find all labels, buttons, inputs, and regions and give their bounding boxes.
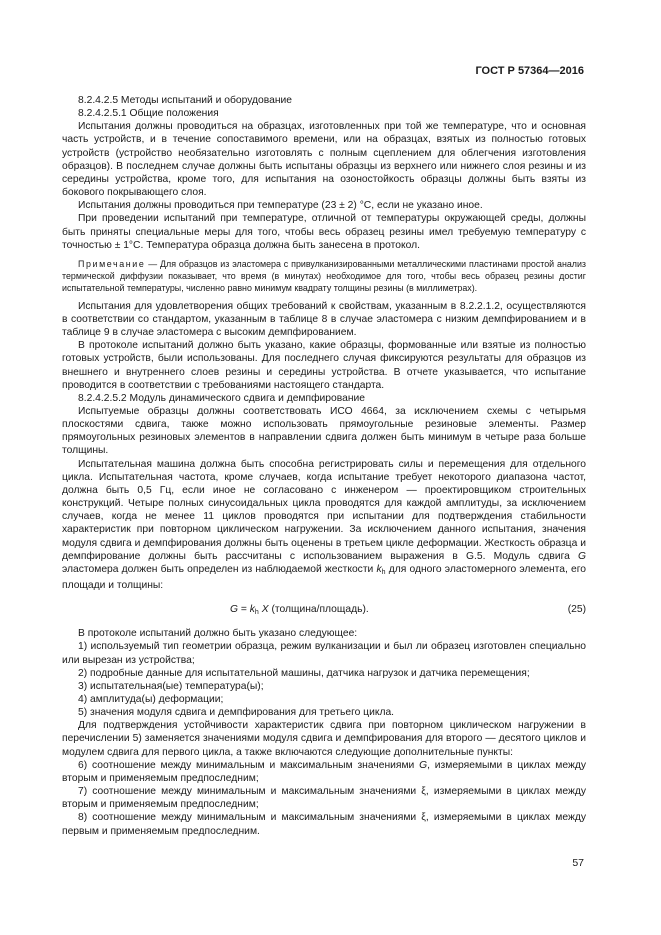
page-body	[62, 94, 586, 838]
section-heading-8-2-4-2-5: 8.2.4.2.5 Методы испытаний и оборудование	[78, 95, 293, 106]
standard-header: ГОСТ Р 57364—2016	[475, 65, 584, 77]
list-item: 8) соотношение между минимальным и максимальным значениями ξ, измеряемыми в циклах между первым и применяемым предпоследним.	[62, 812, 586, 837]
list-item: 1) используемый тип геометрии образца, режим вулканизации и был ли образец изготовлен специально или вырезан из устройства;	[62, 641, 586, 666]
page-number: 57	[572, 857, 584, 869]
formula-expression: $G = k_h$ X (толщина/площадь).	[230, 604, 369, 617]
paragraph: Испытуемые образцы должны соответствовать ИСО 4664, за исключением схемы с четырьмя плоскостями сдвига, также можно использовать прямоугольные резиновые элементы. Размер прямоугольных резиновых элементов в направлении сдвига должен быть минимум в четыре раза больше толщины.	[62, 406, 586, 457]
paragraph: Испытательная машина должна быть способна регистрировать силы и перемещения для отдельного цикла. Испытательная частота, кроме случаев, когда испытание требует некоторого диапазона частот, должна быть 0,5 Гц, если иное не согласовано с инженером — проектировщиком строительных конструкций. Четыре полных синусоидальных цикла проводятся для каждой амплитуды, за исключением случаев, когда не менее 11 циклов проводятся при испытании для подтверждения стабильности характеристик при повторном циклическом нагружении. За исключением данного испытания, значения модуля сдвига и демпфирования должны быть оценены в третьем цикле деформации. Жесткость образца и демпфирование должны быть рассчитаны с использованием выражения в G.5. Модуль сдвига G эластомера должен быть определен из наблюдаемой жесткости $k_h$ для одного эластомерного элемента, его площади и толщины:	[62, 458, 586, 592]
paragraph: Испытания должны проводиться на образцах, изготовленных при той же температуре, что и основная часть устройств, и в течение сопоставимого времени, или на образцах, взятых из полностью готовых устройств (устройство необязательно изготовлять с полным сцеплением для облегчения изготовления образцов). В последнем случае должны быть испытаны образцы из верхнего или нижнего слоя резины и из середины устройства, кроме того, для испытания на озоностойкость образцы должны быть взяты из бокового покрывающего слоя.	[62, 121, 586, 199]
list-item: 4) амплитуда(ы) деформации;	[78, 693, 224, 705]
note-text: — Для образцов из эластомера с привулканизированными металлическими пластинами простой анализ термической диффузии показывает, что время (в минутах) необходимое для того, чтобы весь образец резины достиг испытательной температуры, численно равно минимум квадрату толщины резины (в миллиметрах).	[62, 258, 586, 294]
note-label: Примечание	[78, 258, 146, 269]
paragraph: Испытания должны проводиться при температуре (23 ± 2) °С, если не указано иное.	[78, 200, 483, 212]
paragraph: При проведении испытаний при температуре, отличной от температуры окружающей среды, должны быть приняты специальные меры для того, чтобы весь образец резины имел требуемую температуру с точностью ± 1°С. Температура образца должна быть занесена в протокол.	[62, 213, 586, 251]
section-heading-8-2-4-2-5-1: 8.2.4.2.5.1 Общие положения	[78, 108, 219, 120]
paragraph: Для подтверждения устойчивости характеристик сдвига при повторном циклическом нагружении в перечислении 5) заменяется значениями модуля сдвига и демпфирования для второго — десятого циклов и модулем сдвига для первого цикла, а также включаются следующие дополнительные пункты:	[62, 720, 586, 758]
list-item: 6) соотношение между минимальным и максимальным значениями G, измеряемыми в циклах между вторым и применяемым предпоследним;	[62, 759, 586, 784]
note	[62, 258, 586, 295]
list-item: 3) испытательная(ые) температура(ы);	[78, 680, 264, 692]
section-heading-8-2-4-2-5-2: 8.2.4.2.5.2 Модуль динамического сдвига и демпфирование	[78, 392, 366, 404]
list-item: 7) соотношение между минимальным и максимальным значениями ξ, измеряемыми в циклах между вторым и применяемым предпоследним;	[62, 786, 586, 811]
list-item: 2) подробные данные для испытательной машины, датчика нагрузок и датчика перемещения;	[78, 667, 530, 679]
paragraph: В протоколе испытаний должно быть указано следующее:	[78, 628, 358, 640]
formula-25	[62, 600, 586, 618]
formula-number: (25)	[567, 604, 586, 616]
list-item: 5) значения модуля сдвига и демпфирования для третьего цикла.	[78, 707, 395, 719]
paragraph: Испытания для удовлетворения общих требований к свойствам, указанным в 8.2.2.1.2, осуществляются в соответствии со стандартом, указанным в таблице 8 в случае эластомера с низким демпфированием и в таблице 9 в случае эластомера с высоким демпфированием.	[62, 300, 586, 339]
paragraph: В протоколе испытаний должно быть указано, какие образцы, формованные или взятые из полностью готовых устройств, были использованы. Для последнего случая фиксируются результаты для образцов из внешнего и внутреннего слоев резины и середины устройства. В отчете указывается, что испытание проводится в соответствии с требованиями настоящего стандарта.	[62, 340, 586, 391]
